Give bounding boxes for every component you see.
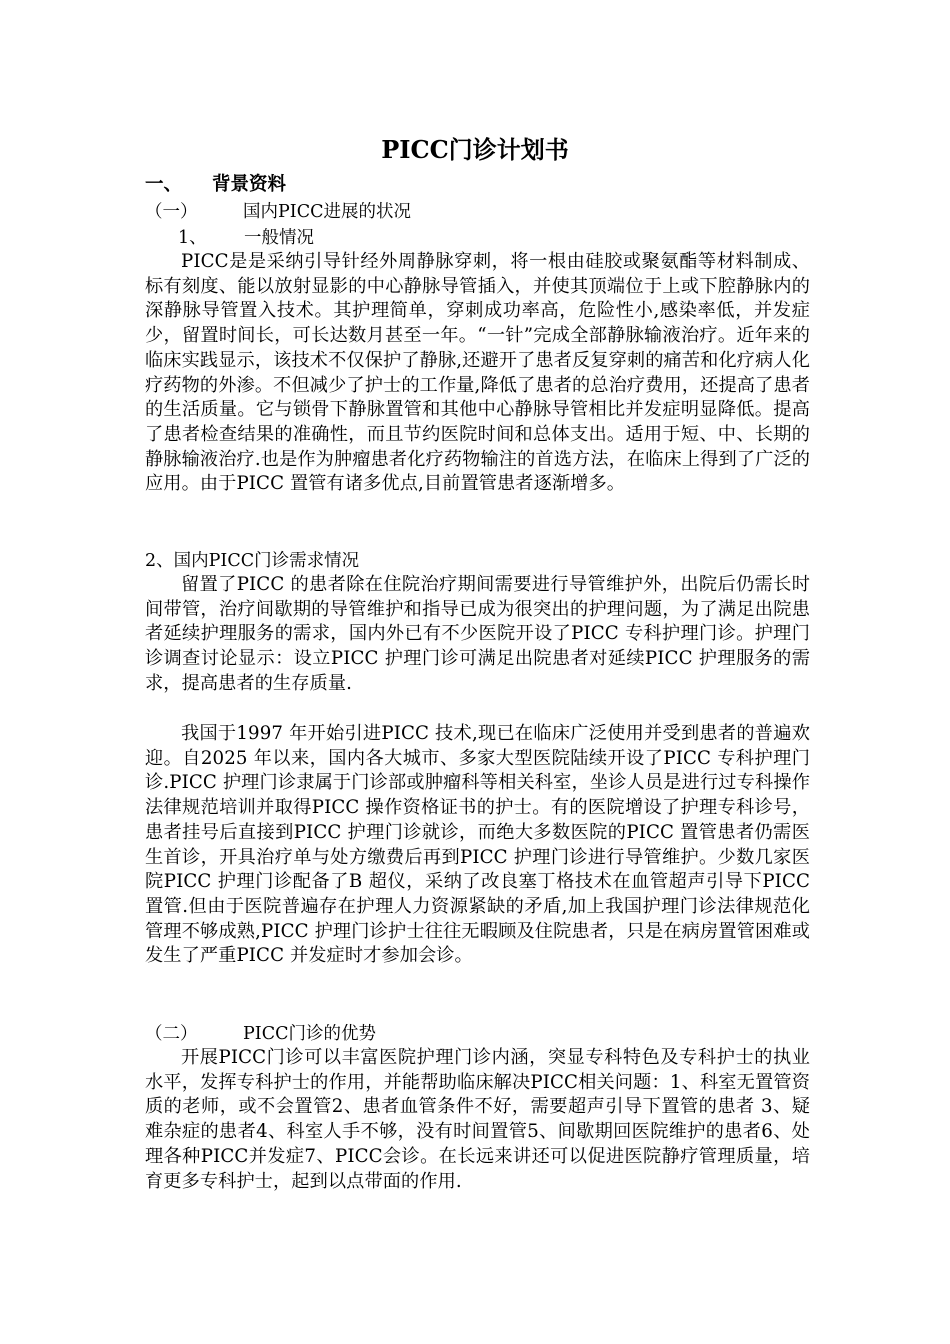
- subsection-heading-advantages: [145, 1021, 376, 1047]
- paragraph-advantages: 开展PICC门诊可以丰富医院护理门诊内涵，突显专科特色及专科护士的执业水平，发挥专科护士的作用，并能帮助临床解决PICC相关问题：1、科室无置管资质的老师，或不会置管2、患者血管条件不好，需要超声引导下置管的患者 3、疑难杂症的患者4、科室人手不够，没有时间置管5、间歇期回医院维护的患者6、处理各种PICC并发症7、PICC会诊。在长远来讲还可以促进医院静疗管理质量，培育更多专科护士，起到以点带面的作用.: [145, 1047, 810, 1192]
- section-title: 背景资料: [212, 174, 287, 195]
- paragraph-history: 我国于1997 年开始引进PICC 技术,现已在临床广泛使用并受到患者的普遍欢迎。自2025 年以来，国内各大城市、多家大型医院陆续开设了PICC 专科护理门诊.PICC 护理门诊隶属于门诊部或肿瘤科等相关科室，坐诊人员是进行过专科操作法律规范培训并取得PICC 操作资格证书的护士。有的医院增设了护理专科诊号，患者挂号后直接到PICC 护理门诊就诊，而绝大多数医院的PICC 置管患者仍需医生首诊，开具治疗单与处方缴费后再到PICC 护理门诊进行导管维护。少数几家医院PICC 护理门诊配备了B 超仪，采纳了改良塞丁格技术在血管超声引导下PICC 置管.但由于医院普遍存在护理人力资源紧缺的矛盾,加上我国护理门诊法律规范化管理不够成熟,PICC 护理门诊护士往往无暇顾及住院患者，只是在病房置管困难或发生了严重PICC 并发症时才参加会诊。: [145, 723, 810, 967]
- subsection-title: PICC门诊的优势: [243, 1024, 376, 1044]
- section-heading-background: [145, 172, 286, 198]
- document-title: PICC门诊计划书: [381, 135, 569, 164]
- paragraph-general-situation: PICC是是采纳引导针经外周静脉穿刺，将一根由硅胶或聚氨酯等材料制成、标有刻度、能以放射显影的中心静脉导管插入，并使其顶端位于上或下腔静脉内的深静脉导管置入技术。其护理简单，穿刺成功率高，危险性小,感染率低，并发症少，留置时间长，可长达数月甚至一年。“一针”完成全部静脉输液治疗。近年来的临床实践显示，该技术不仅保护了静脉,还避开了患者反复穿刺的痛苦和化疗病人化疗药物的外渗。不但减少了护士的工作量,降低了患者的总治疗费用，还提高了患者的生活质量。它与锁骨下静脉置管和其他中心静脉导管相比并发症明显降低。提高了患者检查结果的准确性，而且节约医院时间和总体支出。适用于短、中、长期的静脉输液治疗.也是作为肿瘤患者化疗药物输注的首选方法，在临床上得到了广泛的应用。由于PICC 置管有诸多优点,目前置管患者逐渐增多。: [145, 251, 810, 495]
- item-title: 一般情况: [244, 228, 314, 248]
- subsection-number: （一）: [145, 202, 198, 222]
- item-number: 1、: [178, 228, 207, 248]
- subsection-title: 国内PICC进展的状况: [243, 202, 411, 222]
- subsection-heading-domestic-progress: [145, 199, 411, 225]
- section-number: 一、: [145, 174, 183, 195]
- paragraph-demand: 留置了PICC 的患者除在住院治疗期间需要进行导管维护外，出院后仍需长时间带管，治疗间歇期的导管维护和指导已成为很突出的护理问题，为了满足出院患者延续护理服务的需求，国内外已有不少医院开设了PICC 专科护理门诊。护理门诊调查讨论显示：设立PICC 护理门诊可满足出院患者对延续PICC 护理服务的需求，提高患者的生存质量.: [145, 574, 810, 694]
- item-heading-general: [178, 225, 314, 251]
- subsection-number: （二）: [145, 1024, 198, 1044]
- item-heading-demand: 2、国内PICC门诊需求情况: [145, 551, 360, 571]
